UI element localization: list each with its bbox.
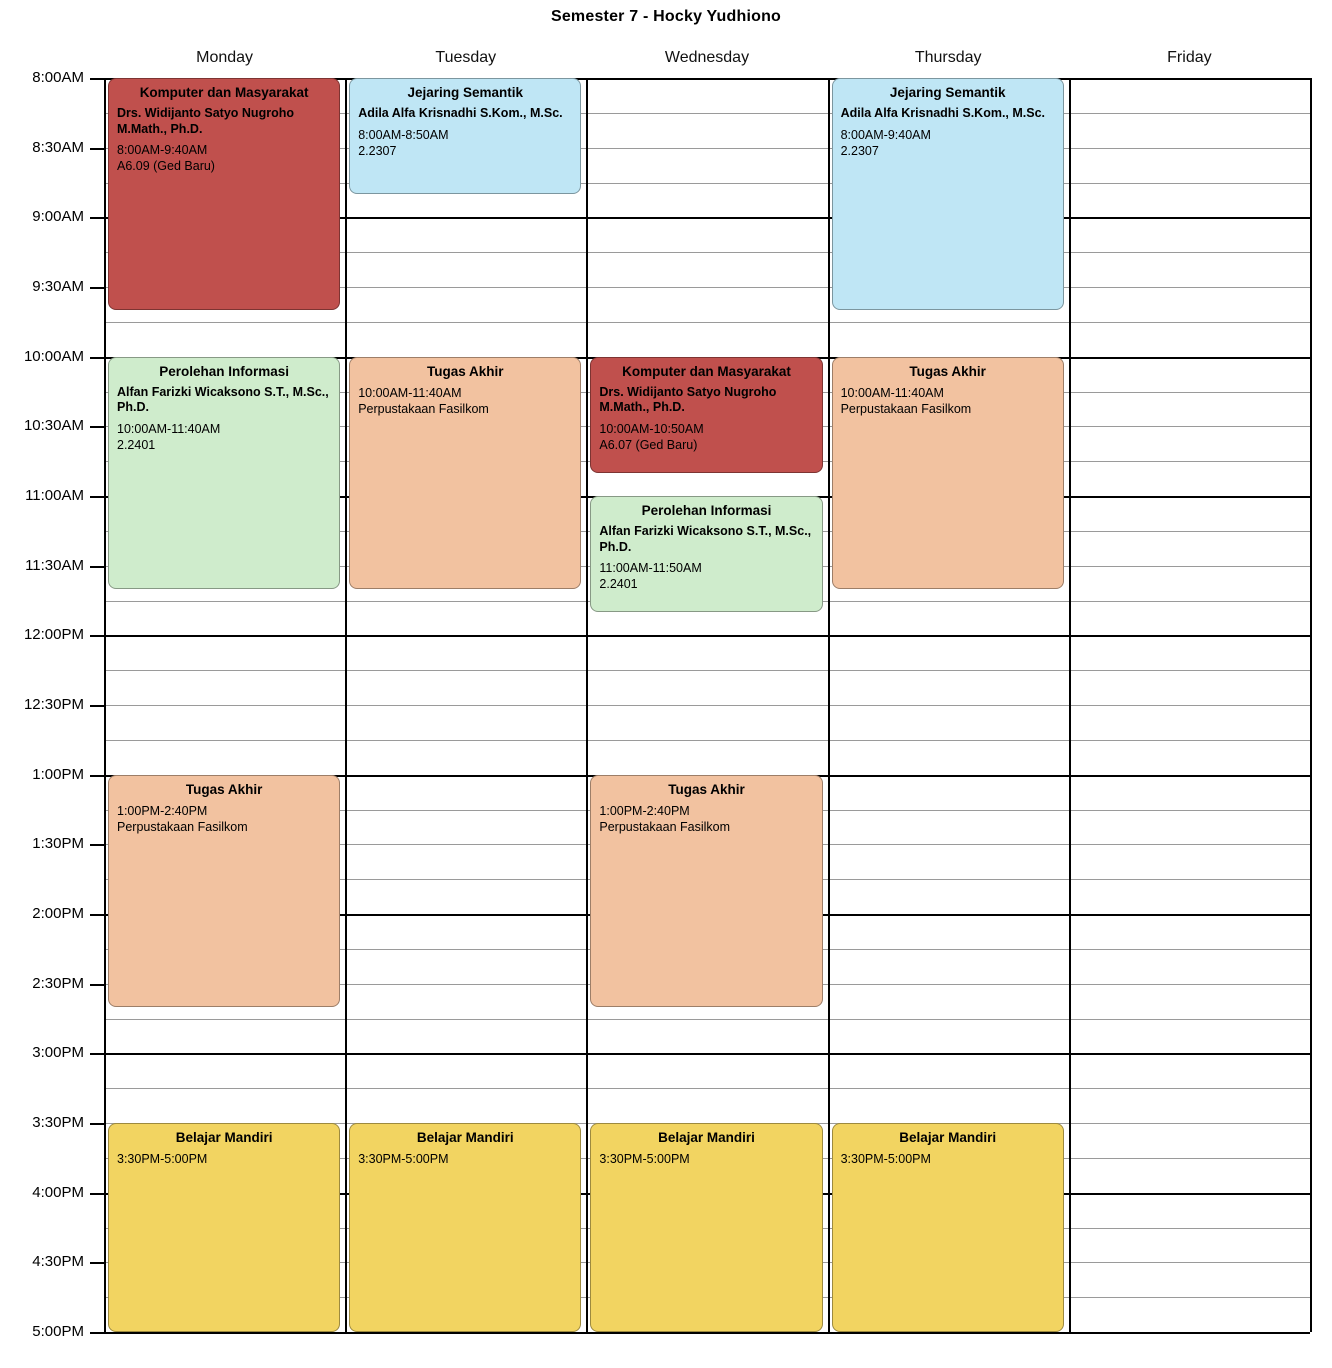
- time-tick: [90, 984, 104, 986]
- day-header-wednesday: Wednesday: [664, 49, 750, 66]
- time-label: 2:00PM: [32, 905, 84, 922]
- grid-hline: [104, 740, 1310, 741]
- time-label: 10:00AM: [23, 347, 84, 365]
- grid-vline: [1310, 78, 1312, 1332]
- time-label: 4:00PM: [32, 1183, 84, 1201]
- time-label: 8:30AM: [32, 138, 84, 156]
- time-label: 12:00PM: [23, 626, 84, 644]
- time-label: 8:00AM: [32, 69, 84, 86]
- time-label: 10:30AM: [23, 417, 84, 435]
- time-label: 3:30PM: [32, 1114, 84, 1131]
- event-title: Perolehan Informasi: [159, 363, 289, 379]
- event-title: Jejaring Semantik: [889, 85, 1006, 100]
- time-label: 1:30PM: [32, 835, 84, 853]
- calendar-event[interactable]: [108, 357, 340, 589]
- event-time: 10:00AM-11:40AM: [358, 385, 462, 400]
- event-instructor: Alfan Farizki Wicaksono S.T., M.Sc., Ph.D.: [599, 523, 812, 554]
- time-label: 9:30AM: [32, 278, 84, 295]
- time-tick: [90, 844, 104, 846]
- time-tick: [90, 705, 104, 707]
- event-time: 10:00AM-10:50AM: [599, 421, 704, 436]
- day-header-thursday: Thursday: [914, 49, 982, 66]
- event-time: 10:00AM-11:40AM: [840, 385, 944, 400]
- time-tick: [90, 775, 104, 777]
- event-instructor: Drs. Widijanto Satyo Nugroho M.Math., Ph.D.: [599, 384, 777, 415]
- grid-hline: [104, 705, 1310, 706]
- event-room: Perpustakaan Fasilkom: [358, 401, 489, 416]
- event-title: Jejaring Semantik: [407, 85, 524, 100]
- calendar-event[interactable]: [832, 78, 1064, 310]
- grid-hline: [104, 1019, 1310, 1020]
- event-title: Komputer dan Masyarakat: [139, 85, 309, 100]
- calendar-event[interactable]: [349, 78, 581, 194]
- event-title: Tugas Akhir: [427, 363, 504, 379]
- day-header-friday: Friday: [1167, 49, 1212, 66]
- event-room: Perpustakaan Fasilkom: [840, 401, 972, 416]
- page-title: Semester 7 - Hocky Yudhiono: [550, 8, 782, 25]
- calendar-event[interactable]: [349, 1123, 581, 1332]
- time-tick: [90, 1193, 104, 1195]
- event-time: 10:00AM-11:40AM: [117, 421, 221, 436]
- grid-hline: [104, 1053, 1310, 1055]
- event-room: 2.2307: [358, 143, 397, 158]
- time-tick: [90, 566, 104, 568]
- event-room: 2.2401: [117, 438, 156, 453]
- calendar-event[interactable]: [108, 1123, 340, 1332]
- event-room: 2.2307: [840, 143, 879, 158]
- time-label: 1:00PM: [32, 765, 84, 783]
- event-time: 11:00AM-11:50AM: [599, 561, 702, 576]
- event-title: Tugas Akhir: [909, 363, 986, 379]
- day-header-monday: Monday: [196, 49, 254, 66]
- calendar-event[interactable]: [590, 496, 822, 612]
- calendar-event[interactable]: [349, 357, 581, 589]
- event-time: 1:00PM-2:40PM: [599, 803, 690, 818]
- time-label: 2:30PM: [32, 974, 84, 992]
- time-tick: [90, 496, 104, 498]
- time-label: 11:30AM: [25, 556, 84, 574]
- time-tick: [90, 635, 104, 637]
- grid-vline: [104, 78, 106, 1332]
- grid-hline: [104, 670, 1310, 671]
- grid-vline: [345, 78, 347, 1332]
- time-tick: [90, 357, 104, 359]
- event-title: Tugas Akhir: [185, 781, 263, 797]
- event-title: Komputer dan Masyarakat: [622, 363, 791, 379]
- event-room: Perpustakaan Fasilkom: [599, 819, 731, 834]
- time-tick: [90, 148, 104, 150]
- event-time: 3:30PM-5:00PM: [117, 1151, 208, 1166]
- event-time: 8:00AM-9:40AM: [840, 127, 931, 142]
- event-time: 3:30PM-5:00PM: [599, 1151, 690, 1166]
- time-tick: [90, 287, 104, 289]
- grid-vline: [1069, 78, 1071, 1332]
- grid-hline: [104, 1088, 1310, 1089]
- calendar-event[interactable]: [590, 1123, 822, 1332]
- event-title: Belajar Mandiri: [416, 1130, 514, 1145]
- calendar-event[interactable]: [108, 775, 340, 1007]
- grid-vline: [586, 78, 588, 1332]
- event-time: 1:00PM-2:40PM: [117, 803, 208, 818]
- event-title: Belajar Mandiri: [899, 1130, 997, 1145]
- time-tick: [90, 1262, 104, 1264]
- time-tick: [90, 78, 104, 80]
- time-tick: [90, 1053, 104, 1055]
- event-room: A6.07 (Ged Baru): [599, 438, 698, 453]
- grid-hline: [104, 322, 1310, 323]
- event-instructor: Adila Alfa Krisnadhi S.Kom., M.Sc.: [840, 105, 1046, 120]
- event-room: Perpustakaan Fasilkom: [117, 819, 248, 834]
- time-label: 5:00PM: [32, 1323, 84, 1340]
- grid-frame-bottom: [104, 1332, 1310, 1334]
- event-room: 2.2401: [599, 577, 638, 592]
- calendar-event[interactable]: [590, 357, 822, 473]
- time-label: 3:00PM: [32, 1044, 84, 1062]
- time-tick: [90, 1123, 104, 1125]
- time-label: 9:00AM: [32, 208, 84, 226]
- day-header-tuesday: Tuesday: [435, 49, 497, 66]
- time-tick: [90, 217, 104, 219]
- event-title: Perolehan Informasi: [641, 503, 772, 518]
- time-label: 11:00AM: [25, 487, 84, 504]
- time-tick: [90, 1332, 104, 1334]
- calendar-event[interactable]: [832, 357, 1064, 589]
- event-time: 8:00AM-8:50AM: [358, 127, 449, 142]
- calendar-event[interactable]: [590, 775, 822, 1007]
- calendar-event[interactable]: [832, 1123, 1064, 1332]
- event-title: Belajar Mandiri: [175, 1130, 273, 1145]
- event-title: Tugas Akhir: [668, 781, 745, 797]
- event-time: 3:30PM-5:00PM: [840, 1151, 931, 1166]
- event-instructor: Adila Alfa Krisnadhi S.Kom., M.Sc.: [358, 105, 563, 120]
- event-title: Belajar Mandiri: [658, 1130, 755, 1145]
- grid-vline: [828, 78, 830, 1332]
- event-room: A6.09 (Ged Baru): [117, 159, 215, 174]
- event-instructor: Drs. Widijanto Satyo Nugroho M.Math., Ph.D.: [117, 105, 294, 136]
- time-label: 12:30PM: [23, 696, 84, 713]
- grid-hline: [104, 635, 1310, 637]
- event-instructor: Alfan Farizki Wicaksono S.T., M.Sc., Ph.D.: [117, 384, 329, 415]
- time-tick: [90, 426, 104, 428]
- event-time: 8:00AM-9:40AM: [117, 143, 208, 158]
- time-tick: [90, 914, 104, 916]
- event-time: 3:30PM-5:00PM: [358, 1151, 449, 1166]
- calendar-event[interactable]: [108, 78, 340, 310]
- time-label: 4:30PM: [32, 1253, 84, 1271]
